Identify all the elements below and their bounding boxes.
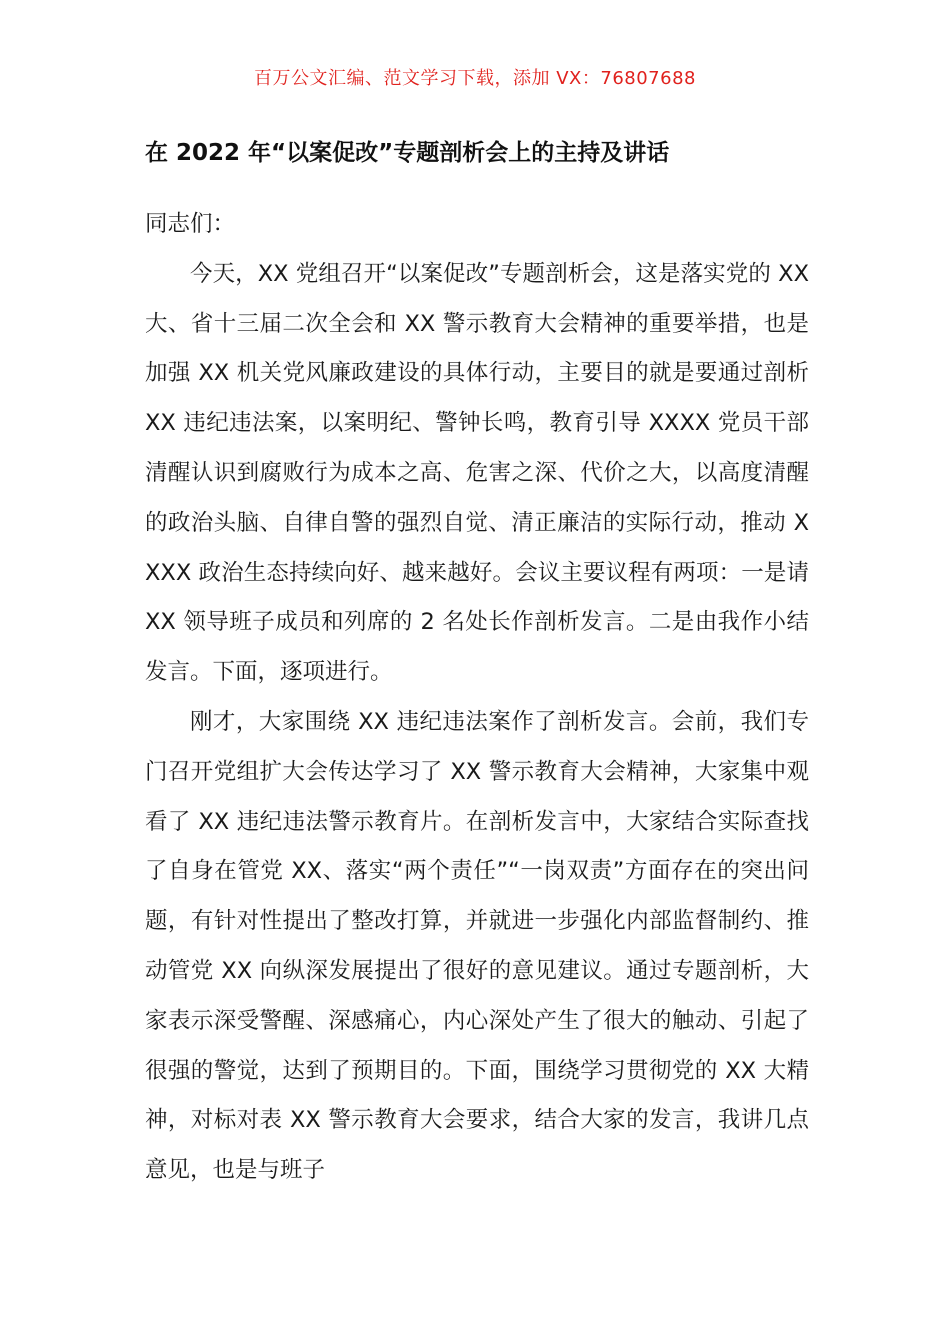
document-title: 在 2022 年“以案促改”专题剖析会上的主持及讲话 <box>145 140 670 166</box>
paragraph-opening: 今天，XX 党组召开“以案促改”专题剖析会，这是落实党的 XX 大、省十三届二次全会和 XX 警示教育大会精神的重要举措，也是加强 XX 机关党风廉政建设的具体行动，主要目的就是要通过剖析 XX 违纪违法案，以案明纪、警钟长鸣，教育引导 XXXX 党员干部清醒认识到腐败行为成本之高、危害之深、代价之大，以高度清醒的政治头脑、自律自警的强烈自觉、清正廉洁的实际行动，推动 XXXX 政治生态持续向好、越来越好。会议主要议程有两项：一是请 XX 领导班子成员和列席的 2 名处长作剖析发言。二是由我作小结发言。下面，逐项进行。 <box>145 260 809 686</box>
salutation: 同志们： <box>145 211 236 237</box>
header-watermark-note: 百万公文汇编、范文学习下载，添加 VX：76807688 <box>254 68 696 89</box>
paragraph-summary: 刚才，大家围绕 XX 违纪违法案作了剖析发言。会前，我们专门召开党组扩大会传达学习了 XX 警示教育大会精神，大家集中观看了 XX 违纪违法警示教育片。在剖析发言中，大家结合实际查找了自身在管党 XX、落实“两个责任”“一岗双责”方面存在的突出问题，有针对性提出了整改打算，并就进一步强化内部监督制约、推动管党 XX 向纵深发展提出了很好的意见建议。通过专题剖析，大家表示深受警醒、深感痛心，内心深处产生了很大的触动、引起了很强的警觉，达到了预期目的。下面，围绕学习贯彻党的 XX 大精神，对标对表 XX 警示教育大会要求，结合大家的发言，我讲几点意见，也是与班子 <box>145 708 809 1184</box>
document-body <box>145 200 809 1196</box>
